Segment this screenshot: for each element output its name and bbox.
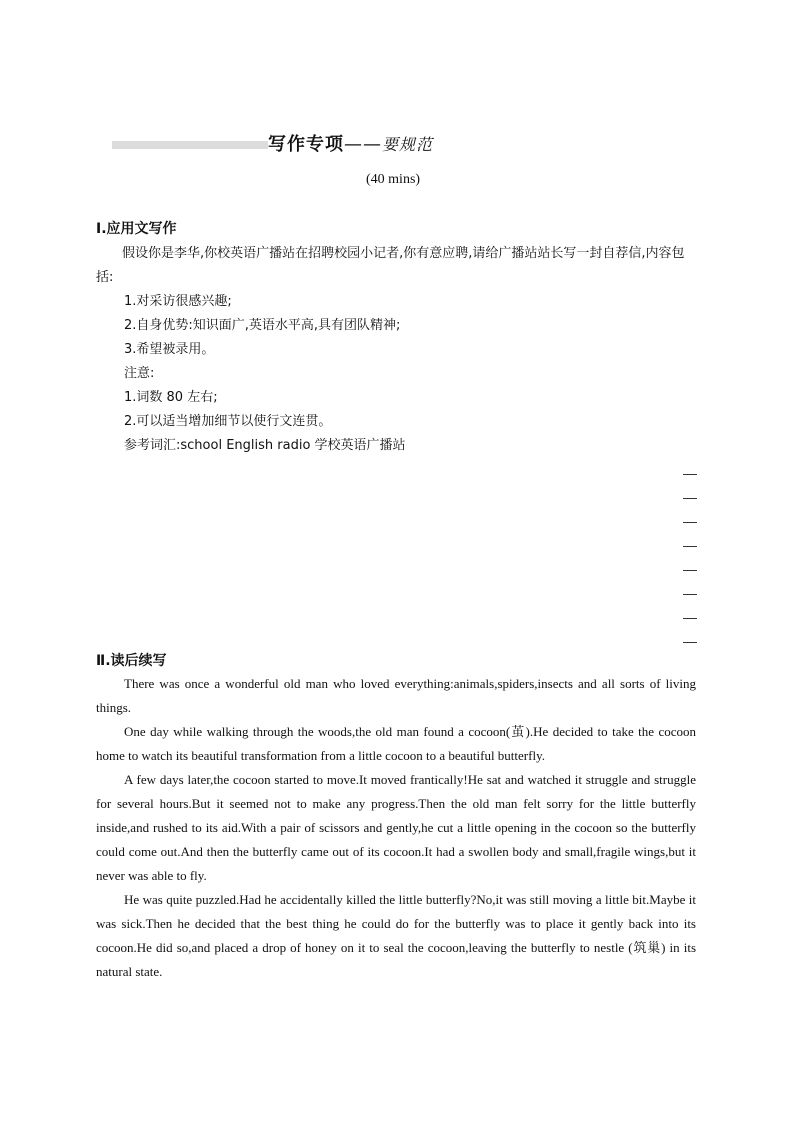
- answer-line: [683, 522, 697, 523]
- section1-heading: Ⅰ.应用文写作: [96, 221, 177, 237]
- answer-line: [683, 594, 697, 595]
- title-sub: 要规范: [382, 135, 434, 154]
- story-paragraph: One day while walking through the woods,the old man found a cocoon(茧).He decided to take the cocoon home to watch its beautiful transformation from a little cocoon to a beautiful butterfly.: [96, 724, 696, 763]
- answer-line: [683, 546, 697, 547]
- section1-prompt: [96, 242, 696, 290]
- list-item: 1.词数 80 左右;: [124, 390, 218, 405]
- story-paragraph: A few days later,the cocoon started to move.It moved frantically!He sat and watched it struggle and struggle for several hours.But it seemed not to make any progress.Then the old man felt sorry for the little butterfly inside,and rushed to its aid.With a pair of scissors and gently,he cut a little opening in the cocoon so the butterfly could come out.And then the butterfly came out of its cocoon.It had a swollen body and small,fragile wings,but it never was able to fly.: [96, 772, 696, 883]
- list-item: 1.对采访很感兴趣;: [124, 294, 232, 309]
- section1-list: [124, 290, 406, 458]
- title-dash: ——: [344, 134, 382, 155]
- answer-line: [683, 618, 697, 619]
- answer-lines: [683, 474, 697, 666]
- answer-line: [683, 474, 697, 475]
- title-decoration-bar: [112, 141, 268, 149]
- answer-line: [683, 498, 697, 499]
- section2-heading: Ⅱ.读后续写: [96, 653, 167, 669]
- title-main: 写作专项: [268, 134, 344, 155]
- story-text: [96, 672, 696, 984]
- note-label: 注意:: [124, 366, 155, 381]
- answer-line: [683, 642, 697, 643]
- list-item: 2.自身优势:知识面广,英语水平高,具有团队精神;: [124, 318, 401, 333]
- page-title: [268, 130, 433, 156]
- story-paragraph: There was once a wonderful old man who loved everything:animals,spiders,insects and all sorts of living things.: [96, 676, 696, 715]
- list-item: 3.希望被录用。: [124, 342, 215, 357]
- list-item: 2.可以适当增加细节以使行文连贯。: [124, 414, 332, 429]
- answer-line: [683, 570, 697, 571]
- time-limit: (40 mins): [366, 172, 421, 187]
- vocab-hint: 参考词汇:school English radio 学校英语广播站: [124, 438, 406, 453]
- prompt-text: 假设你是李华,你校英语广播站在招聘校园小记者,你有意应聘,请给广播站站长写一封自荐信,内容包括:: [96, 246, 685, 285]
- story-paragraph: He was quite puzzled.Had he accidentally killed the little butterfly?No,it was still moving a little bit.Maybe it was sick.Then he decided that the best thing he could do for the butterfly was to place it gently back into its cocoon.He did so,and placed a drop of honey on it to seal the cocoon,leaving the butterfly to nestle (筑巢) in its natural state.: [96, 892, 696, 979]
